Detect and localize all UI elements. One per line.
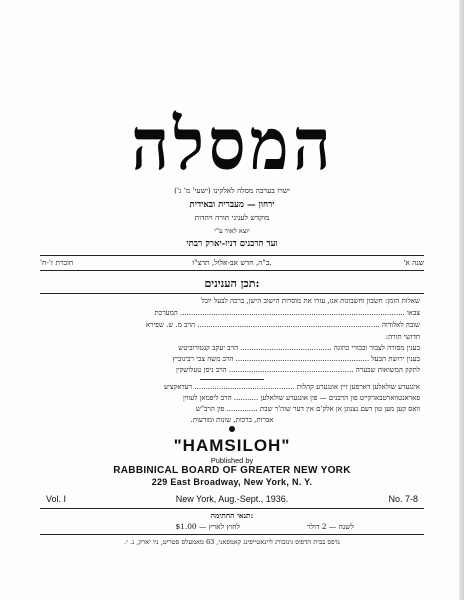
toc-entry: צבאו ..................................................................................................... המערכת [154, 309, 420, 317]
subscription-heading: תנאי החתימה: [210, 511, 254, 520]
toc-entry: אברות, ברכות, שונות ומודעות. [190, 416, 274, 424]
toc-entry: בענין ירושת הבעל ............................................................ הרב משה צבי רבינוביץ [172, 355, 420, 363]
section-divider [200, 379, 264, 380]
issue-number-english: No. 7-8 [388, 494, 418, 504]
issue-number: חוברת ז'-ח' [40, 258, 74, 267]
motto-line: ישרו בערבה מסלה לאלקינו (ישעי' מ' ג') [174, 186, 290, 195]
subscription-bottom-rule [40, 534, 424, 535]
volume-label: Vol. I [46, 494, 67, 504]
subscription-domestic: לשנה — 2 דולר [306, 522, 354, 531]
toc-rule [40, 293, 424, 294]
issue-bar-bottom-rule [40, 270, 424, 271]
masthead-title: המסלה [131, 101, 335, 187]
toc-entry: וואס קען מען טון דעם נצנוגן אן אלק'ם אין דער שוה'ר שבת .............. פון הרב"ש [195, 405, 420, 413]
published-by-label: Published by [210, 456, 254, 465]
toc-entry: פאראנטווארטבארקייט פון הרבנים — פון אונגערע שולאלען ........... הרב ליפמאן לעווין [182, 394, 420, 402]
page-edge [459, 0, 464, 600]
publisher-address: 229 East Broadway, New York, N. Y. [151, 477, 313, 487]
place-date: New York, Aug.-Sept., 1936. [175, 494, 289, 504]
toc-title: תכן הענינים: [204, 277, 260, 290]
subtitle-line: ירחון — מעברית ובאידית [189, 200, 275, 210]
subscription-foreign: לחוץ לארץ — $1.00 [175, 522, 240, 531]
issue-bar-top-rule [40, 255, 424, 256]
toc-entry: אינגערע שולאלען דארפען זיין אונגערע קהלות ............................................. רעדאקציע [164, 383, 420, 391]
publisher-line-hebrew: ועד הרבנים דניו-יארק רבתי [186, 239, 278, 249]
issue-date: ב"ה, חדש אב-אלול, תרצ"ו. [192, 258, 272, 267]
subscription-top-rule [40, 508, 424, 509]
printer-line: נדפס בבית הדפוס גינזבורג ליינאטייפינג קאמפאני, 63 מאמעלס סטריט, ניו יארק, נ. י. [124, 538, 340, 546]
toc-entry: שאלות הזמן: חשבון וחשבונות אנו, עזרו את מוסרות הישוב הישן, ברכה לבעל יובל [201, 297, 420, 305]
toc-entry: בענין מסורה לצבור ובבורי כהונה ......................................... הרב יעקב קנטורוביטש [178, 344, 420, 352]
toc-entry: לתקון המשואות שבערה ........................................................ הרב ניסן טעלושקין [175, 366, 420, 374]
publisher-intro-line: יוצא לאור ע"י [214, 227, 250, 235]
english-title: "HAMSILOH" [173, 436, 291, 455]
toc-entry: שובה לאלודוה .................................................................................. הרב מ. ש. שפירא [145, 321, 420, 329]
toc-entry: חדושי תורה: [385, 333, 420, 341]
dedication-line: מוקדש לעניני תורה ויהדות [194, 213, 270, 222]
issue-year: שנה א' [403, 258, 424, 267]
publisher-name: RABBINICAL BOARD OF GREATER NEW YORK [113, 465, 351, 476]
ornament-dot [229, 426, 235, 432]
